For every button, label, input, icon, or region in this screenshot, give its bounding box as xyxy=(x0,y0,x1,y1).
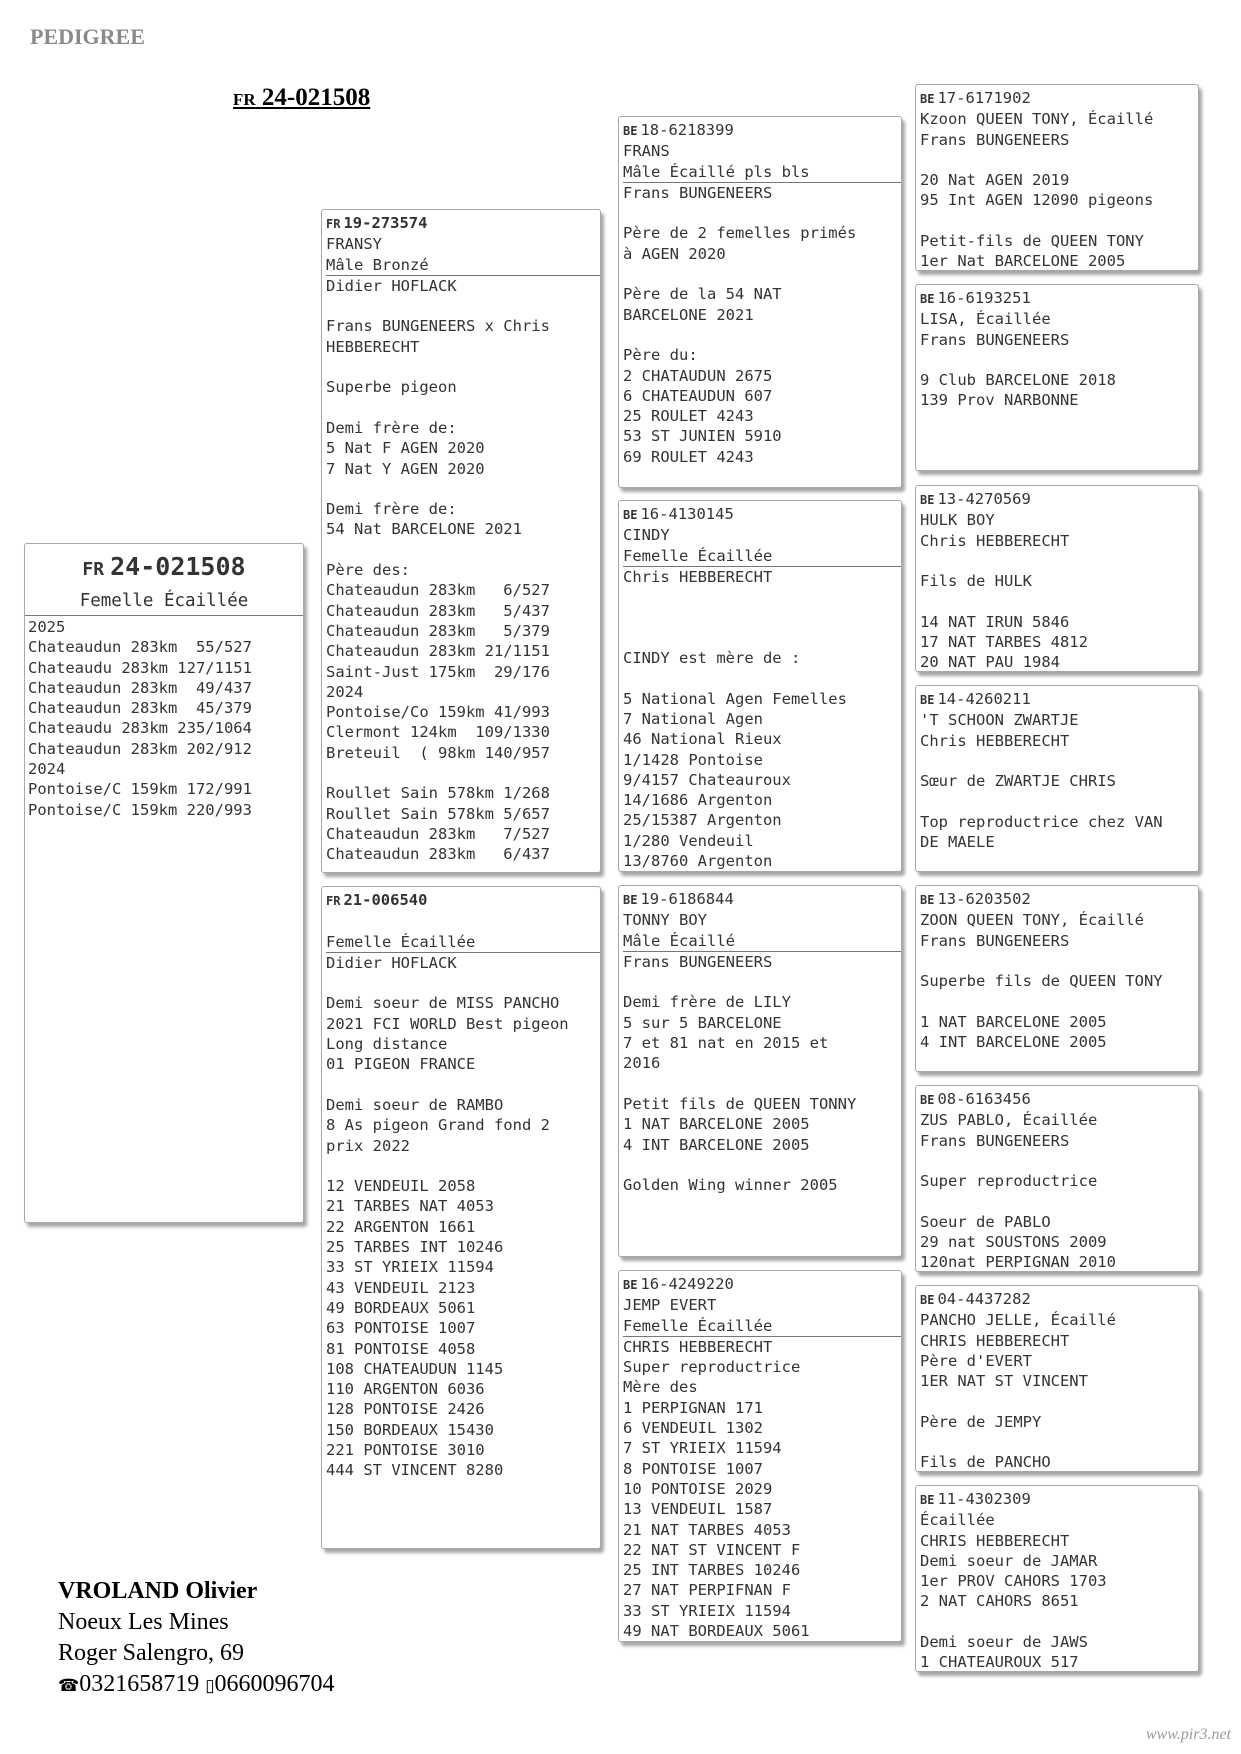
note-line xyxy=(326,540,596,560)
note-line xyxy=(920,350,1194,370)
note-line: Soeur de PABLO xyxy=(920,1212,1051,1231)
watermark: www.pir3.net xyxy=(1145,1726,1231,1743)
great-grandparent-notes xyxy=(920,1110,1194,1272)
header-ring-number xyxy=(233,84,370,112)
great-grandparent-ring-number: 13-4270569 xyxy=(937,490,1031,508)
great-grandparent-ring-number: 16-6193251 xyxy=(937,289,1031,307)
great-grandparent-card-1 xyxy=(915,84,1199,271)
subject-ring xyxy=(25,552,303,581)
note-line: 17 NAT TARBES 4812 xyxy=(920,633,1088,652)
great-grandparent-ring-country: BE xyxy=(920,693,935,707)
note-line: 'T SCHOON ZWARTJE xyxy=(920,711,1079,730)
subject-sex-color: Femelle Écaillée xyxy=(25,591,303,616)
sire-card xyxy=(321,209,601,873)
granddam-paternal-ring xyxy=(623,504,897,525)
sire-ring xyxy=(326,213,596,234)
note-line: 13 VENDEUIL 1587 xyxy=(623,1500,773,1519)
note-line: Superbe fils de QUEEN TONY xyxy=(920,972,1163,991)
owner-mobile[interactable]: 0660096704 xyxy=(214,1671,335,1697)
note-line: 25 TARBES INT 10246 xyxy=(326,1238,504,1257)
subject-results xyxy=(25,616,303,821)
note-line xyxy=(623,668,897,688)
note-line: Sœur de ZWARTJE CHRIS xyxy=(920,772,1116,791)
great-grandparent-ring xyxy=(920,489,1194,510)
great-grandparent-ring xyxy=(920,1489,1194,1510)
grandsire-paternal-sex-color: Mâle Écaillé pls bls xyxy=(623,162,901,183)
note-line: Père des: xyxy=(326,561,410,580)
note-line: 2021 FCI WORLD Best pigeon xyxy=(326,1014,569,1033)
grandsire-maternal-sex-color: Mâle Écaillé xyxy=(623,931,901,952)
note-line: 14 NAT IRUN 5846 xyxy=(920,612,1070,631)
note-line: LISA, Écaillée xyxy=(920,310,1051,329)
sire-ring-country: FR xyxy=(326,217,341,231)
telephone-icon: ☎ xyxy=(58,1676,80,1695)
subject-ring-country: FR xyxy=(82,559,105,580)
note-line: Demi soeur de MISS PANCHO xyxy=(326,994,560,1013)
note-line: 7 National Agen xyxy=(623,709,763,728)
note-line: Demi soeur de JAMAR xyxy=(920,1551,1098,1570)
grandsire-paternal-card xyxy=(618,116,902,488)
note-line: Frans BUNGENEERS xyxy=(920,130,1070,149)
note-line xyxy=(920,951,1194,971)
note-line: 53 ST JUNIEN 5910 xyxy=(623,427,782,446)
note-line: 25 INT TARBES 10246 xyxy=(623,1561,801,1580)
note-line: Kzoon QUEEN TONY, Écaillé xyxy=(920,110,1154,129)
note-line: HULK BOY xyxy=(920,511,995,530)
note-line: 69 ROULET 4243 xyxy=(623,447,754,466)
note-line xyxy=(623,972,897,992)
note-line: 108 CHATEAUDUN 1145 xyxy=(326,1359,504,1378)
note-line: 150 BORDEAUX 15430 xyxy=(326,1420,494,1439)
header-ring-country: FR xyxy=(233,90,256,109)
note-line: 46 National Rieux xyxy=(623,730,782,749)
great-grandparent-card-7 xyxy=(915,1285,1199,1472)
note-line: Frans BUNGENEERS xyxy=(920,1131,1070,1150)
grandsire-paternal-name: FRANS xyxy=(623,142,670,161)
note-line: Chateaudun 283km 6/437 xyxy=(326,845,550,864)
note-line: 63 PONTOISE 1007 xyxy=(326,1319,476,1338)
grandsire-maternal-ring-country: BE xyxy=(623,893,638,907)
note-line xyxy=(623,1074,897,1094)
note-line xyxy=(920,791,1194,811)
note-line: Chateaudu 283km 235/1064 xyxy=(28,719,252,738)
note-line: ZOON QUEEN TONY, Écaillé xyxy=(920,911,1144,930)
note-line: Chateaudun 283km 6/527 xyxy=(326,581,550,600)
note-line: Frans BUNGENEERS xyxy=(623,952,773,971)
note-line xyxy=(623,203,897,223)
note-line xyxy=(920,1151,1194,1171)
granddam-paternal-sex-color: Femelle Écaillée xyxy=(623,546,901,567)
granddam-paternal-ring-number: 16-4130145 xyxy=(640,505,734,523)
note-line: Demi frère de LILY xyxy=(623,993,791,1012)
note-line: Frans BUNGENEERS xyxy=(623,183,773,202)
dam-ring-number: 21-006540 xyxy=(343,891,428,909)
great-grandparent-ring-country: BE xyxy=(920,1093,935,1107)
subject-ring-number: 24-021508 xyxy=(110,552,246,581)
note-line: Pontoise/C 159km 220/993 xyxy=(28,800,252,819)
note-line: 7 et 81 nat en 2015 et xyxy=(623,1034,829,1053)
dam-ring-country: FR xyxy=(326,894,341,908)
note-line: 128 PONTOISE 2426 xyxy=(326,1400,485,1419)
grandsire-maternal-card xyxy=(618,885,902,1257)
note-line: 29 nat SOUSTONS 2009 xyxy=(920,1233,1107,1252)
note-line: 221 PONTOISE 3010 xyxy=(326,1441,485,1460)
note-line: Pontoise/C 159km 172/991 xyxy=(28,780,252,799)
note-line: 2024 xyxy=(28,760,66,779)
great-grandparent-notes xyxy=(920,910,1194,1052)
note-line: 2016 xyxy=(623,1054,661,1073)
note-line xyxy=(623,607,897,627)
great-grandparent-ring-country: BE xyxy=(920,92,935,106)
note-line: 9 Club BARCELONE 2018 xyxy=(920,371,1116,390)
note-line: 9/4157 Chateauroux xyxy=(623,770,791,789)
note-line xyxy=(920,1612,1194,1632)
note-line xyxy=(920,751,1194,771)
note-line: 13/8760 Argenton xyxy=(623,852,773,871)
note-line: Demi soeur de JAWS xyxy=(920,1633,1088,1652)
note-line: 20 Nat AGEN 2019 xyxy=(920,171,1070,190)
note-line: 33 ST YRIEIX 11594 xyxy=(326,1258,494,1277)
note-line: 1er PROV CAHORS 1703 xyxy=(920,1572,1107,1591)
great-grandparent-card-2 xyxy=(915,284,1199,471)
great-grandparent-ring-number: 17-6171902 xyxy=(937,89,1031,107)
note-line: Super reproductrice xyxy=(920,1172,1098,1191)
note-line: 1/1428 Pontoise xyxy=(623,750,763,769)
note-line: Chateaudun 283km 5/379 xyxy=(326,621,550,640)
note-line: 22 ARGENTON 1661 xyxy=(326,1217,476,1236)
note-line xyxy=(920,150,1194,170)
note-line: 4 INT BARCELONE 2005 xyxy=(623,1135,810,1154)
grandsire-maternal-ring-number: 19-6186844 xyxy=(640,890,734,908)
note-line: 21 TARBES NAT 4053 xyxy=(326,1197,494,1216)
grandsire-paternal-ring-country: BE xyxy=(623,124,638,138)
note-line xyxy=(326,1075,596,1095)
owner-contact xyxy=(58,1576,335,1701)
great-grandparent-ring-number: 04-4437282 xyxy=(937,1290,1031,1308)
great-grandparent-ring-number: 08-6163456 xyxy=(937,1090,1031,1108)
granddam-paternal-ring-country: BE xyxy=(623,508,638,522)
note-line: 1 NAT BARCELONE 2005 xyxy=(920,1012,1107,1031)
note-line: Père d'EVERT xyxy=(920,1351,1032,1370)
note-line: 21 NAT TARBES 4053 xyxy=(623,1520,791,1539)
note-line: 01 PIGEON FRANCE xyxy=(326,1055,476,1074)
note-line: Demi frère de: xyxy=(326,500,457,519)
note-line: Père de JEMPY xyxy=(920,1412,1042,1431)
note-line: 5 sur 5 BARCELONE xyxy=(623,1013,782,1032)
note-line: 95 Int AGEN 12090 pigeons xyxy=(920,191,1154,210)
note-line: Chateaudun 283km 7/527 xyxy=(326,824,550,843)
note-line xyxy=(623,264,897,284)
note-line: Demi soeur de RAMBO xyxy=(326,1095,504,1114)
note-line: CINDY est mère de : xyxy=(623,649,801,668)
granddam-paternal-card xyxy=(618,500,902,872)
note-line: 110 ARGENTON 6036 xyxy=(326,1380,485,1399)
note-line: Saint-Just 175km 29/176 xyxy=(326,662,550,681)
note-line: Demi frère de: xyxy=(326,418,457,437)
note-line xyxy=(326,763,596,783)
great-grandparent-ring-number: 13-6203502 xyxy=(937,890,1031,908)
great-grandparent-card-8 xyxy=(915,1485,1199,1672)
note-line: 1er Nat BARCELONE 2005 xyxy=(920,252,1126,271)
subject-card xyxy=(24,543,304,1223)
grandsire-paternal-ring-number: 18-6218399 xyxy=(640,121,734,139)
note-line: 139 Prov NARBONNE xyxy=(920,391,1079,410)
note-line xyxy=(920,1391,1194,1411)
sire-ring-number: 19-273574 xyxy=(343,214,428,232)
granddam-paternal-name: CINDY xyxy=(623,526,670,545)
note-line: Chris HEBBERECHT xyxy=(623,567,773,586)
note-line xyxy=(326,973,596,993)
note-line: Chris HEBBERECHT xyxy=(920,731,1070,750)
note-line: Père de la 54 NAT xyxy=(623,285,782,304)
note-line: CHRIS HEBBERECHT xyxy=(623,1337,773,1356)
note-line: 6 CHATEAUDUN 607 xyxy=(623,386,773,405)
note-line: 120nat PERPIGNAN 2010 xyxy=(920,1253,1116,1272)
page-title: PEDIGREE xyxy=(30,24,145,49)
note-line: 1ER NAT ST VINCENT xyxy=(920,1372,1088,1391)
note-line: Père de 2 femelles primés xyxy=(623,224,857,243)
note-line: Fils de PANCHO xyxy=(920,1453,1051,1472)
note-line: 2 CHATAUDUN 2675 xyxy=(623,366,773,385)
note-line: Top reproductrice chez VAN xyxy=(920,812,1163,831)
note-line: 33 ST YRIEIX 11594 xyxy=(623,1601,791,1620)
note-line xyxy=(920,991,1194,1011)
great-grandparent-ring-country: BE xyxy=(920,1293,935,1307)
granddam-maternal-notes xyxy=(623,1337,897,1641)
note-line: HEBBERECHT xyxy=(326,337,420,356)
note-line: Chateaudun 283km 5/437 xyxy=(326,601,550,620)
note-line: CHRIS HEBBERECHT xyxy=(920,1331,1070,1350)
owner-phones xyxy=(58,1669,335,1701)
granddam-maternal-card xyxy=(618,1270,902,1642)
great-grandparent-notes xyxy=(920,710,1194,852)
note-line: 6 VENDEUIL 1302 xyxy=(623,1419,763,1438)
dam-ring xyxy=(326,890,596,911)
note-line: PANCHO JELLE, Écaillé xyxy=(920,1311,1116,1330)
sire-notes xyxy=(326,276,596,865)
great-grandparent-ring-country: BE xyxy=(920,893,935,907)
note-line: 1 CHATEAUROUX 517 xyxy=(920,1653,1079,1672)
great-grandparent-ring-number: 11-4302309 xyxy=(937,1490,1031,1508)
note-line: 14/1686 Argenton xyxy=(623,791,773,810)
granddam-maternal-ring-country: BE xyxy=(623,1278,638,1292)
note-line: 8 As pigeon Grand fond 2 xyxy=(326,1116,550,1135)
note-line xyxy=(623,325,897,345)
note-line: 12 VENDEUIL 2058 xyxy=(326,1177,476,1196)
note-line: Écaillée xyxy=(920,1511,995,1530)
note-line: 20 NAT PAU 1984 xyxy=(920,653,1060,672)
note-line: 25/15387 Argenton xyxy=(623,811,782,830)
grandsire-paternal-ring xyxy=(623,120,897,141)
granddam-maternal-ring-number: 16-4249220 xyxy=(640,1275,734,1293)
great-grandparent-ring-country: BE xyxy=(920,1493,935,1507)
note-line xyxy=(326,479,596,499)
great-grandparent-ring xyxy=(920,88,1194,109)
note-line: Didier HOFLACK xyxy=(326,276,457,295)
great-grandparent-notes xyxy=(920,1510,1194,1672)
dam-sex-color: Femelle Écaillée xyxy=(326,932,600,953)
granddam-maternal-ring xyxy=(623,1274,897,1295)
note-line: Chateaudu 283km 127/1151 xyxy=(28,658,252,677)
great-grandparent-ring xyxy=(920,889,1194,910)
note-line: 1 PERPIGNAN 171 xyxy=(623,1398,763,1417)
owner-name: VROLAND Olivier xyxy=(58,1578,258,1604)
note-line: 49 BORDEAUX 5061 xyxy=(326,1298,476,1317)
great-grandparent-notes xyxy=(920,309,1194,410)
note-line: Golden Wing winner 2005 xyxy=(623,1176,838,1195)
note-line xyxy=(920,211,1194,231)
note-line: 10 PONTOISE 2029 xyxy=(623,1479,773,1498)
dam-name xyxy=(326,911,596,931)
great-grandparent-card-6 xyxy=(915,1085,1199,1272)
note-line: Chateaudun 283km 21/1151 xyxy=(326,642,550,661)
granddam-maternal-name: JEMP EVERT xyxy=(623,1296,717,1315)
great-grandparent-ring-number: 14-4260211 xyxy=(937,690,1031,708)
note-line: 2024 xyxy=(326,682,364,701)
note-line: ZUS PABLO, Écaillée xyxy=(920,1111,1098,1130)
owner-city: Noeux Les Mines xyxy=(58,1609,229,1635)
owner-street: Roger Salengro, 69 xyxy=(58,1640,244,1666)
note-line: 1 NAT BARCELONE 2005 xyxy=(623,1115,810,1134)
great-grandparent-ring xyxy=(920,689,1194,710)
note-line: 1/280 Vendeuil xyxy=(623,831,754,850)
note-line xyxy=(326,357,596,377)
note-line: 25 ROULET 4243 xyxy=(623,407,754,426)
owner-phone[interactable]: 0321658719 xyxy=(79,1671,200,1697)
note-line: 43 VENDEUIL 2123 xyxy=(326,1278,476,1297)
note-line: 5 National Agen Femelles xyxy=(623,689,847,708)
note-line xyxy=(623,628,897,648)
note-line: Pontoise/Co 159km 41/993 xyxy=(326,703,550,722)
grandsire-maternal-notes xyxy=(623,952,897,1196)
note-line: à AGEN 2020 xyxy=(623,244,726,263)
great-grandparent-ring-country: BE xyxy=(920,493,935,507)
note-line: Roullet Sain 578km 1/268 xyxy=(326,784,550,803)
note-line xyxy=(326,398,596,418)
note-line: Chateaudun 283km 55/527 xyxy=(28,638,252,657)
note-line xyxy=(326,296,596,316)
note-line: 22 NAT ST VINCENT F xyxy=(623,1540,801,1559)
note-line: 8 PONTOISE 1007 xyxy=(623,1459,763,1478)
great-grandparent-ring xyxy=(920,1289,1194,1310)
note-line: Clermont 124km 109/1330 xyxy=(326,723,550,742)
note-line: Frans BUNGENEERS xyxy=(920,931,1070,950)
great-grandparent-notes xyxy=(920,510,1194,672)
note-line xyxy=(623,587,897,607)
note-line: Breteuil ( 98km 140/957 xyxy=(326,743,550,762)
note-line xyxy=(920,591,1194,611)
note-line: 444 ST VINCENT 8280 xyxy=(326,1461,504,1480)
sire-name: FRANSY xyxy=(326,235,382,254)
note-line xyxy=(326,1156,596,1176)
note-line: Chateaudun 283km 45/379 xyxy=(28,699,252,718)
note-line: CHRIS HEBBERECHT xyxy=(920,1531,1070,1550)
great-grandparent-card-4 xyxy=(915,685,1199,872)
header-ring-value: 24-021508 xyxy=(261,84,371,111)
note-line: 49 NAT BORDEAUX 5061 xyxy=(623,1622,810,1641)
note-line: 81 PONTOISE 4058 xyxy=(326,1339,476,1358)
note-line: Fils de HULK xyxy=(920,572,1032,591)
grandsire-maternal-name: TONNY BOY xyxy=(623,911,707,930)
great-grandparent-ring xyxy=(920,1089,1194,1110)
note-line: prix 2022 xyxy=(326,1136,410,1155)
note-line: 5 Nat F AGEN 2020 xyxy=(326,439,485,458)
note-line: Chateaudun 283km 202/912 xyxy=(28,739,252,758)
dam-card xyxy=(321,886,601,1549)
note-line: 2 NAT CAHORS 8651 xyxy=(920,1592,1079,1611)
grandsire-maternal-ring xyxy=(623,889,897,910)
note-line: 27 NAT PERPIFNAN F xyxy=(623,1581,791,1600)
mobile-phone-icon: ▯ xyxy=(205,1676,215,1695)
note-line: 4 INT BARCELONE 2005 xyxy=(920,1033,1107,1052)
note-line xyxy=(920,1432,1194,1452)
note-line: Super reproductrice xyxy=(623,1358,801,1377)
grandsire-paternal-notes xyxy=(623,183,897,467)
note-line: Chris HEBBERECHT xyxy=(920,531,1070,550)
great-grandparent-notes xyxy=(920,109,1194,271)
note-line: Frans BUNGENEERS x Chris xyxy=(326,317,550,336)
note-line: Chateaudun 283km 49/437 xyxy=(28,678,252,697)
note-line: 7 Nat Y AGEN 2020 xyxy=(326,459,485,478)
sire-sex-color: Mâle Bronzé xyxy=(326,255,600,276)
note-line: Mère des xyxy=(623,1378,698,1397)
note-line: Petit fils de QUEEN TONNY xyxy=(623,1094,857,1113)
granddam-paternal-notes xyxy=(623,567,897,871)
note-line: Superbe pigeon xyxy=(326,378,457,397)
note-line xyxy=(920,551,1194,571)
note-line: Frans BUNGENEERS xyxy=(920,330,1070,349)
great-grandparent-notes xyxy=(920,1310,1194,1472)
note-line: Long distance xyxy=(326,1035,448,1054)
note-line: 2025 xyxy=(28,618,66,636)
note-line xyxy=(920,1191,1194,1211)
note-line: Didier HOFLACK xyxy=(326,953,457,972)
note-line: BARCELONE 2021 xyxy=(623,305,754,324)
note-line xyxy=(623,1155,897,1175)
note-line: 7 ST YRIEIX 11594 xyxy=(623,1439,782,1458)
note-line: 54 Nat BARCELONE 2021 xyxy=(326,520,522,539)
note-line: DE MAELE xyxy=(920,833,995,852)
great-grandparent-card-3 xyxy=(915,485,1199,672)
great-grandparent-ring xyxy=(920,288,1194,309)
dam-notes xyxy=(326,953,596,1481)
note-line: Roullet Sain 578km 5/657 xyxy=(326,804,550,823)
granddam-maternal-sex-color: Femelle Écaillée xyxy=(623,1316,901,1337)
note-line: Petit-fils de QUEEN TONY xyxy=(920,232,1144,251)
note-line: Père du: xyxy=(623,346,698,365)
great-grandparent-card-5 xyxy=(915,885,1199,1072)
great-grandparent-ring-country: BE xyxy=(920,292,935,306)
